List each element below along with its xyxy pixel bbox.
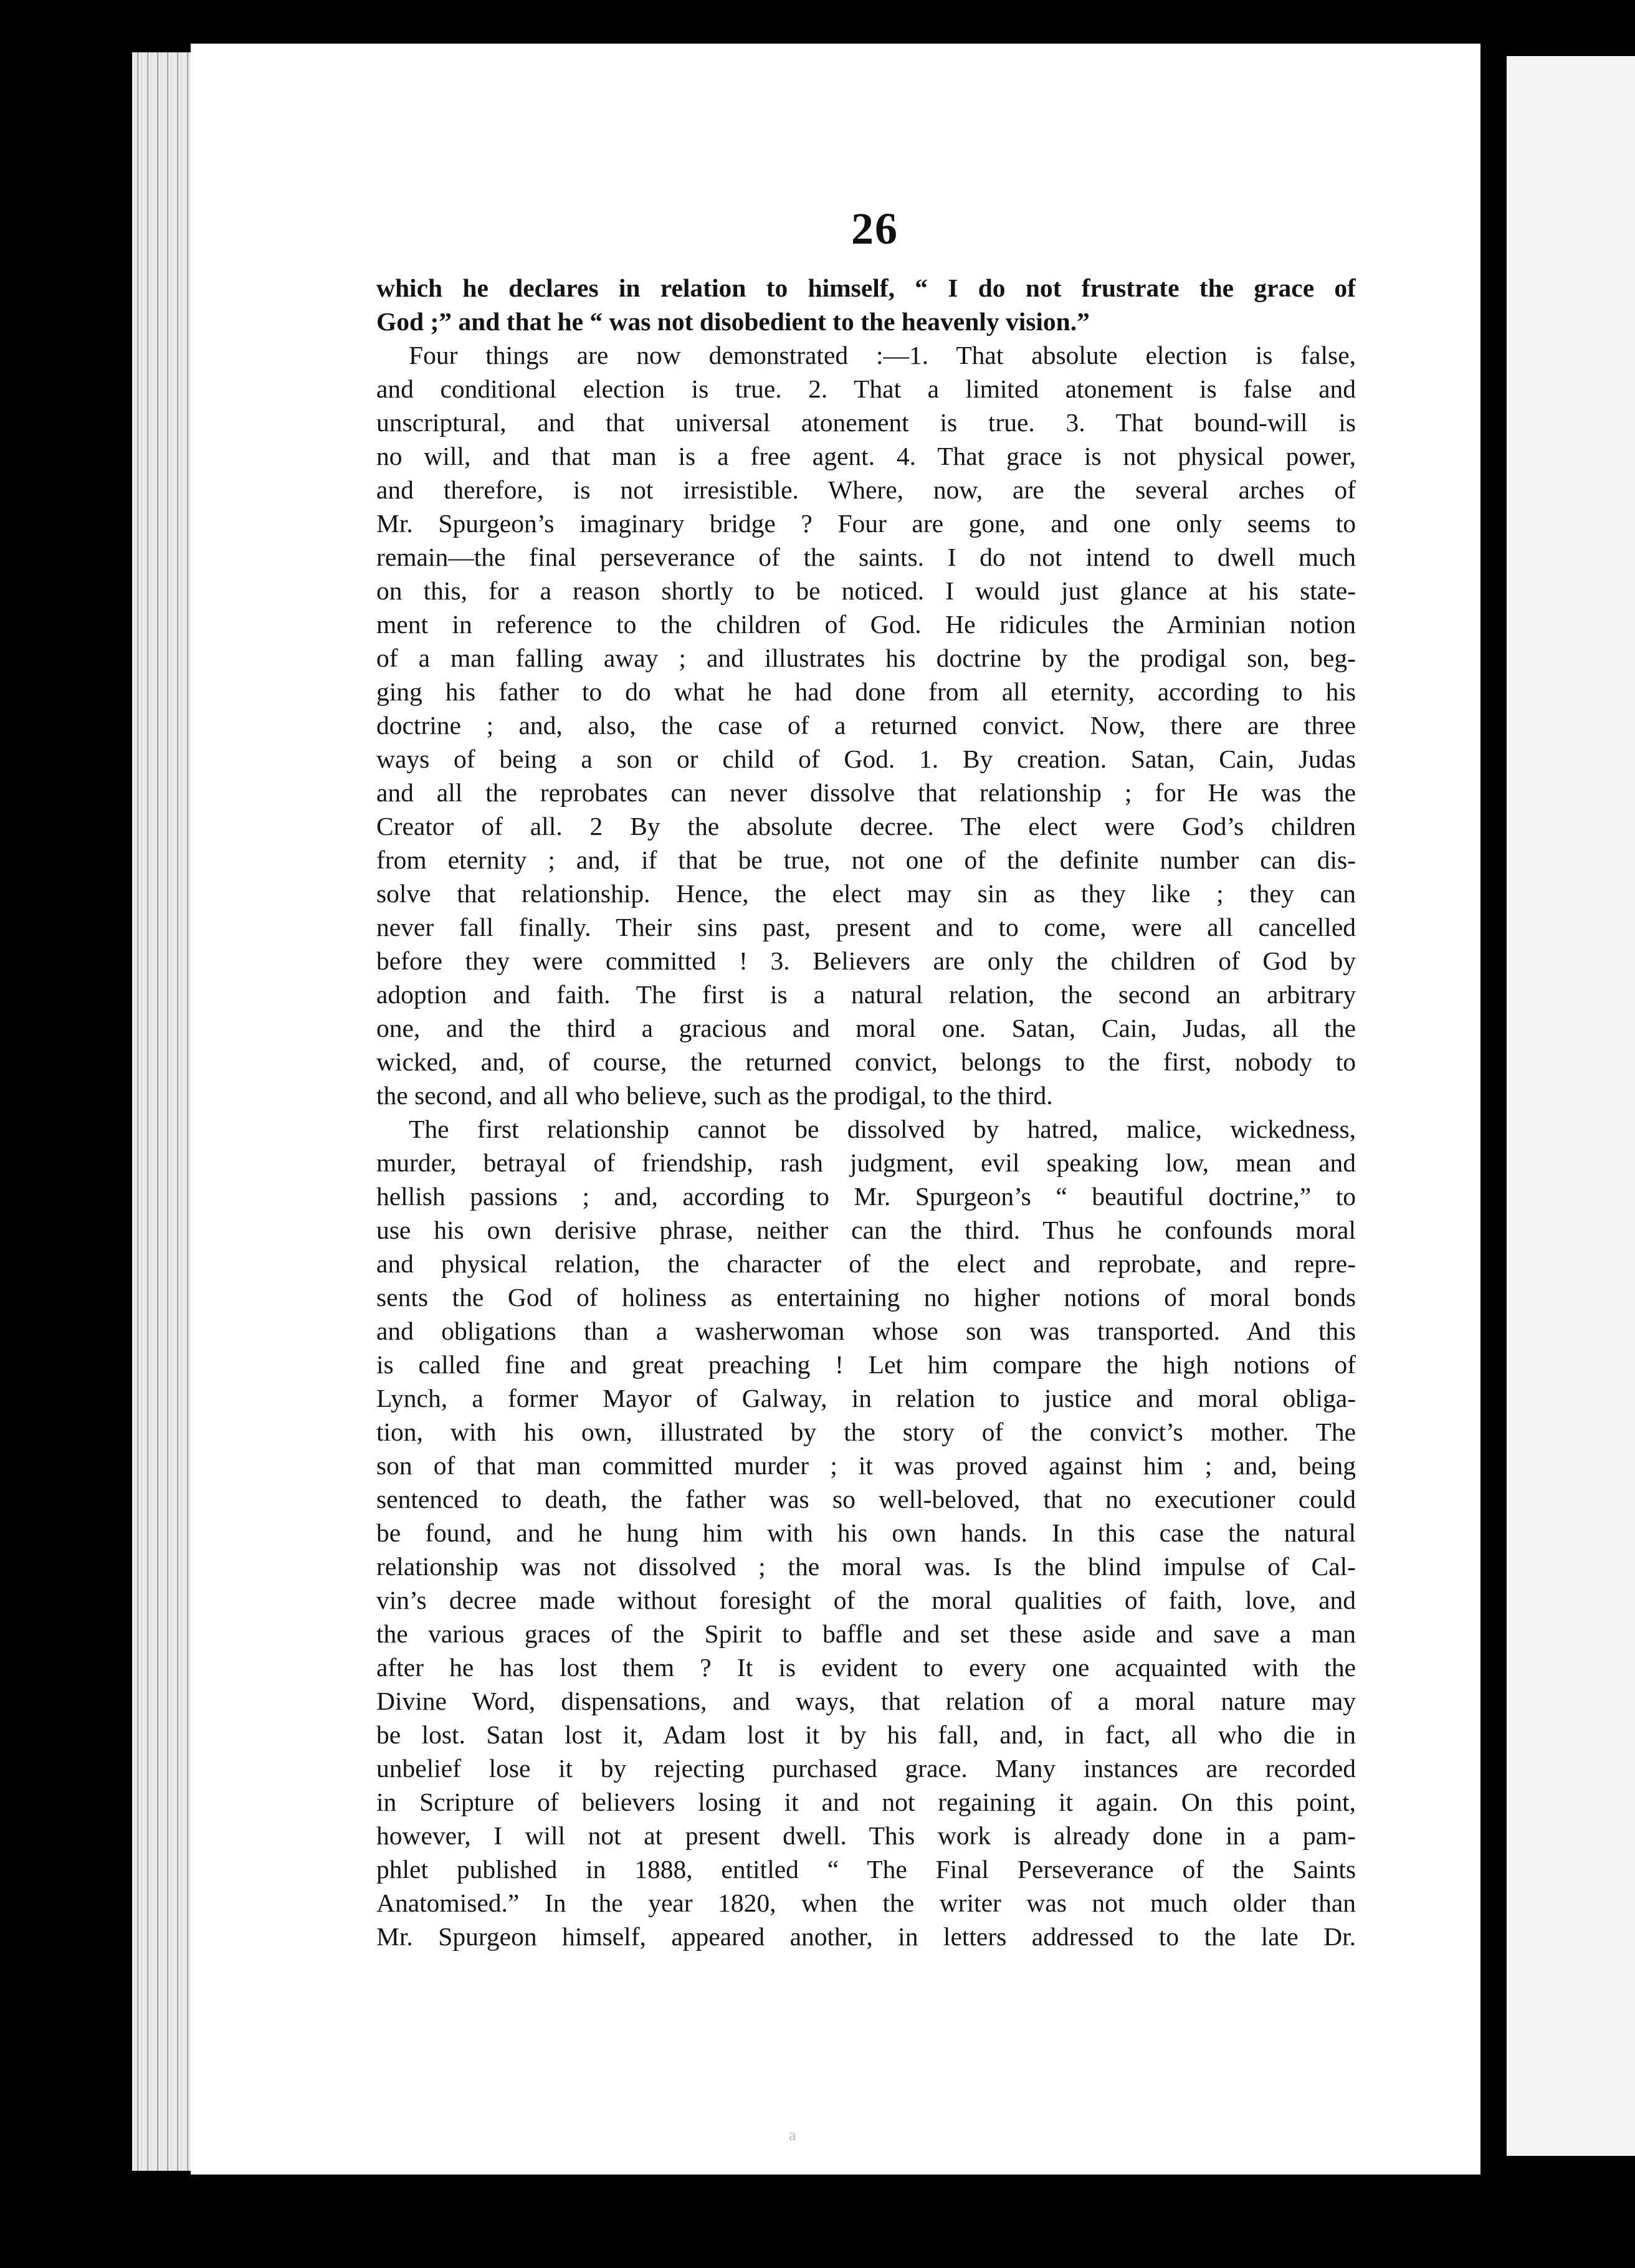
text-line: and physical relation, the character of the elect and reprobate, and repre-	[376, 1249, 1356, 1278]
text-line: The first relationship cannot be dissolved by hatred, malice, wickedness,	[409, 1115, 1356, 1143]
text-line: and all the reprobates can never dissolve that relationship ; for He was the	[376, 778, 1356, 807]
text-line: the second, and all who believe, such as the prodigal, to the third.	[376, 1081, 1053, 1110]
text-line: solve that relationship. Hence, the elect may sin as they like ; they can	[376, 879, 1356, 908]
text-line: ging his father to do what he had done from all eternity, according to his	[376, 677, 1356, 706]
text-line: hellish passions ; and, according to Mr. Spurgeon’s “ beautiful doctrine,” to	[376, 1182, 1356, 1211]
text-line: relationship was not dissolved ; the moral was. Is the blind impulse of Cal-	[376, 1552, 1356, 1581]
text-line: after he has lost them ? It is evident to every one acquainted with the	[376, 1653, 1356, 1682]
text-line: however, I will not at present dwell. This work is already done in a pam-	[376, 1821, 1356, 1850]
text-line: unbelief lose it by rejecting purchased grace. Many instances are recorded	[376, 1754, 1356, 1783]
text-line: in Scripture of believers losing it and not regaining it again. On this point,	[376, 1788, 1356, 1816]
text-line: doctrine ; and, also, the case of a returned convict. Now, there are three	[376, 711, 1356, 740]
text-line: the various graces of the Spirit to baffle and set these aside and save a man	[376, 1619, 1356, 1648]
text-line: Creator of all. 2 By the absolute decree. The elect were God’s children	[376, 812, 1356, 841]
text-line: remain—the final perseverance of the saints. I do not intend to dwell much	[376, 543, 1356, 571]
text-line: sents the God of holiness as entertaining no higher notions of moral bonds	[376, 1283, 1356, 1312]
text-line: vin’s decree made without foresight of the moral qualities of faith, love, and	[376, 1586, 1356, 1614]
text-line: son of that man committed murder ; it was proved against him ; and, being	[376, 1451, 1356, 1480]
text-line: Anatomised.” In the year 1820, when the writer was not much older than	[376, 1889, 1356, 1917]
text-line: one, and the third a gracious and moral one. Satan, Cain, Judas, all the	[376, 1014, 1356, 1042]
text-line: and therefore, is not irresistible. Where, now, are the several arches of	[376, 475, 1356, 504]
text-line: Mr. Spurgeon’s imaginary bridge ? Four are gone, and one only seems to	[376, 509, 1356, 538]
text-line: Mr. Spurgeon himself, appeared another, in letters addressed to the late Dr.	[376, 1922, 1356, 1951]
text-line: use his own derisive phrase, neither can the third. Thus he confounds moral	[376, 1216, 1356, 1244]
text-line: unscriptural, and that universal atonement is true. 3. That bound-will is	[376, 408, 1356, 437]
text-line: and obligations than a washerwoman whose son was transported. And this	[376, 1317, 1356, 1345]
bottom-mark: a	[789, 2126, 796, 2144]
page-number: 26	[851, 204, 899, 254]
text-line: be lost. Satan lost it, Adam lost it by his fall, and, in fact, all who die in	[376, 1720, 1356, 1749]
text-line: be found, and he hung him with his own hands. In this case the natural	[376, 1518, 1356, 1547]
text-line: God ;” and that he “ was not disobedient to the heavenly vision.”	[376, 307, 1090, 336]
text-line: from eternity ; and, if that be true, not one of the definite number can dis-	[376, 846, 1356, 874]
text-line: no will, and that man is a free agent. 4. That grace is not physical power,	[376, 442, 1356, 470]
text-line: murder, betrayal of friendship, rash judgment, evil speaking low, mean and	[376, 1148, 1356, 1177]
body-text	[376, 271, 1356, 1953]
text-line: Divine Word, dispensations, and ways, that relation of a moral nature may	[376, 1687, 1356, 1715]
text-line: tion, with his own, illustrated by the story of the convict’s mother. The	[376, 1418, 1356, 1446]
text-line: ways of being a son or child of God. 1. By creation. Satan, Cain, Judas	[376, 745, 1356, 773]
text-line: is called fine and great preaching ! Let him compare the high notions of	[376, 1350, 1356, 1379]
facing-page-edge	[1507, 56, 1635, 2156]
text-line: never fall finally. Their sins past, present and to come, were all cancelled	[376, 913, 1356, 941]
text-line: adoption and faith. The first is a natural relation, the second an arbitrary	[376, 980, 1356, 1009]
text-line: Four things are now demonstrated :—1. That absolute election is false,	[409, 341, 1356, 369]
text-line: and conditional election is true. 2. That a limited atonement is false and	[376, 374, 1356, 403]
text-line: phlet published in 1888, entitled “ The Final Perseverance of the Saints	[376, 1855, 1356, 1884]
text-line: Lynch, a former Mayor of Galway, in relation to justice and moral obliga-	[376, 1384, 1356, 1413]
text-line: before they were committed ! 3. Believers are only the children of God by	[376, 946, 1356, 975]
text-line: of a man falling away ; and illustrates his doctrine by the prodigal son, beg-	[376, 644, 1356, 672]
text-line: ment in reference to the children of God. He ridicules the Arminian notion	[376, 610, 1356, 639]
text-line: which he declares in relation to himself, “ I do not frustrate the grace of	[376, 274, 1356, 302]
text-line: on this, for a reason shortly to be noticed. I would just glance at his state-	[376, 576, 1356, 605]
text-line: wicked, and, of course, the returned convict, belongs to the first, nobody to	[376, 1047, 1356, 1076]
text-line: sentenced to death, the father was so well-beloved, that no executioner could	[376, 1485, 1356, 1513]
